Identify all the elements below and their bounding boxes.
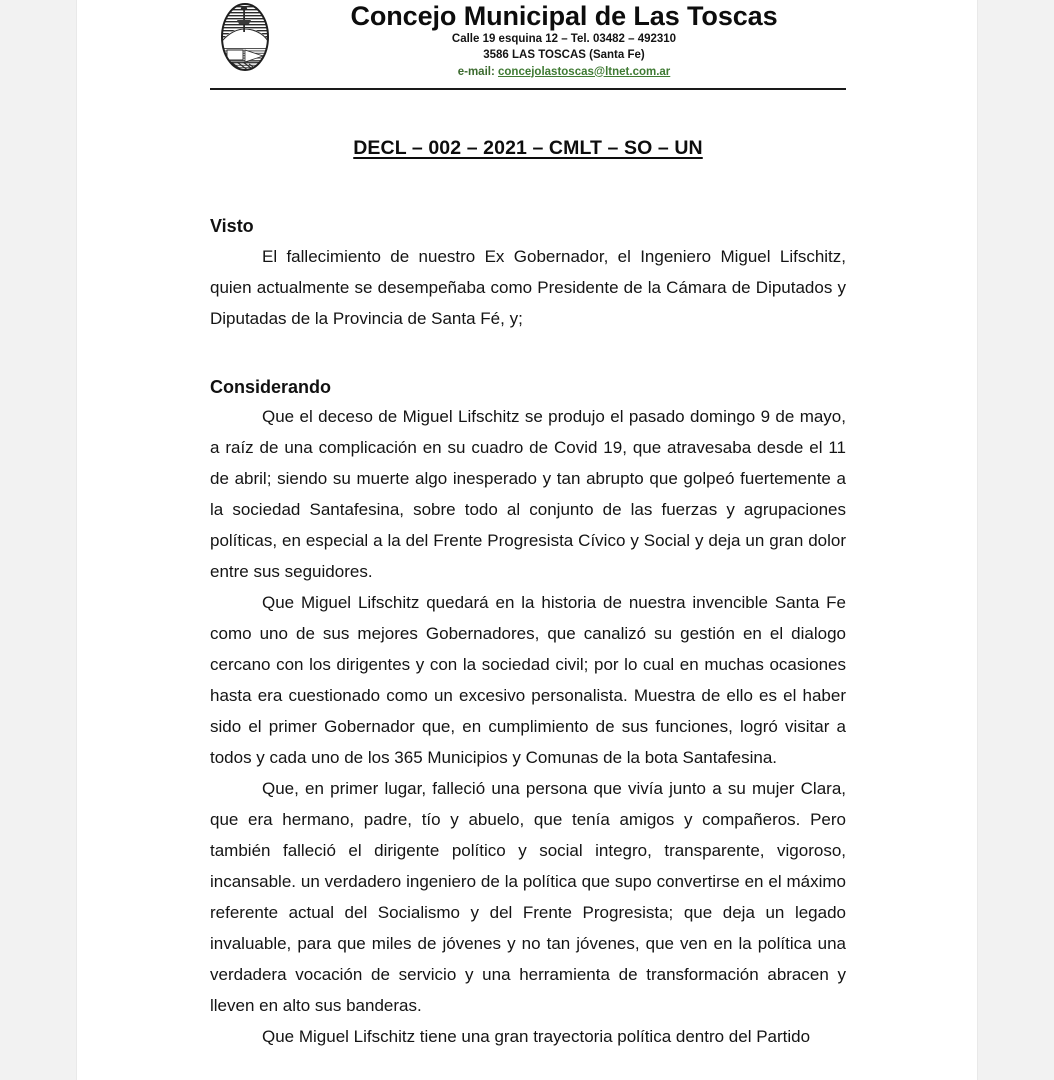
organization-email-row bbox=[288, 65, 840, 80]
considerando-paragraph-1: Que el deceso de Miguel Lifschitz se produjo el pasado domingo 9 de mayo, a raíz de una complicación en su cuadro de Covid 19, que atravesaba desde el 11 de abril; siendo su muerte algo inesperado y tan abrupto que golpeó fuertemente a la sociedad Santafesina, sobre todo al conjunto de las fuerzas y agrupaciones políticas, en especial a la del Frente Progresista Cívico y Social y deja un gran dolor entre sus seguidores. bbox=[210, 406, 846, 581]
organization-name: Concejo Municipal de Las Toscas bbox=[350, 1, 778, 31]
letterhead bbox=[210, 0, 846, 90]
letterhead-divider bbox=[210, 88, 846, 90]
considerando-paragraph-4: Que Miguel Lifschitz tiene una gran trayectoria política dentro del Partido bbox=[262, 1026, 811, 1046]
document-page bbox=[77, 0, 977, 1080]
document-number-text: DECL – 002 – 2021 – CMLT – SO – UN bbox=[353, 136, 703, 159]
document-number bbox=[210, 137, 846, 160]
considerando-paragraph-2: Que Miguel Lifschitz quedará en la historia de nuestra invencible Santa Fe como uno de sus mejores Gobernadores, que canalizó su gestión en el dialogo cercano con los dirigentes y con la sociedad civil; por lo cual en muchas ocasiones hasta era cuestionado como un excesivo personalista. Muestra de ello es el haber sido el primer Gobernador que, en cumplimiento de sus funciones, logró visitar a todos y cada uno de los 365 Municipios y Comunas de la bota Santafesina. bbox=[210, 592, 846, 767]
organization-address: Calle 19 esquina 12 – Tel. 03482 – 492310 bbox=[451, 33, 677, 46]
considerando-paragraph-3: Que, en primer lugar, falleció una persona que vivía junto a su mujer Clara, que era hermano, padre, tío y abuelo, que tenía amigos y compañeros. Pero también falleció el dirigente político y social integro, transparente, vigoroso, incansable. un verdadero ingeniero de la política que supo convertirse en el máximo referente actual del Socialismo y del Frente Progresista; que deja un legado invaluable, para que miles de jóvenes y no tan jóvenes, que ven en la política una verdadera vocación de servicio y una herramienta de transformación abracen y lleven en alto sus banderas. bbox=[210, 778, 846, 1015]
section-heading-considerando: Considerando bbox=[210, 376, 332, 397]
visto-paragraph: El fallecimiento de nuestro Ex Gobernador, el Ingeniero Miguel Lifschitz, quien actualmente se desempeñaba como Presidente de la Cámara de Diputados y Diputadas de la Provincia de Santa Fé, y; bbox=[210, 246, 846, 328]
organization-locality: 3586 LAS TOSCAS (Santa Fe) bbox=[483, 49, 645, 62]
email-label: e-mail: bbox=[457, 65, 495, 78]
municipal-coat-of-arms-icon bbox=[217, 0, 273, 74]
email-address-link[interactable]: concejolastoscas@ltnet.com.ar bbox=[498, 65, 671, 78]
section-heading-visto: Visto bbox=[210, 215, 254, 236]
page-content bbox=[210, 0, 846, 1052]
organization-block bbox=[288, 2, 846, 80]
